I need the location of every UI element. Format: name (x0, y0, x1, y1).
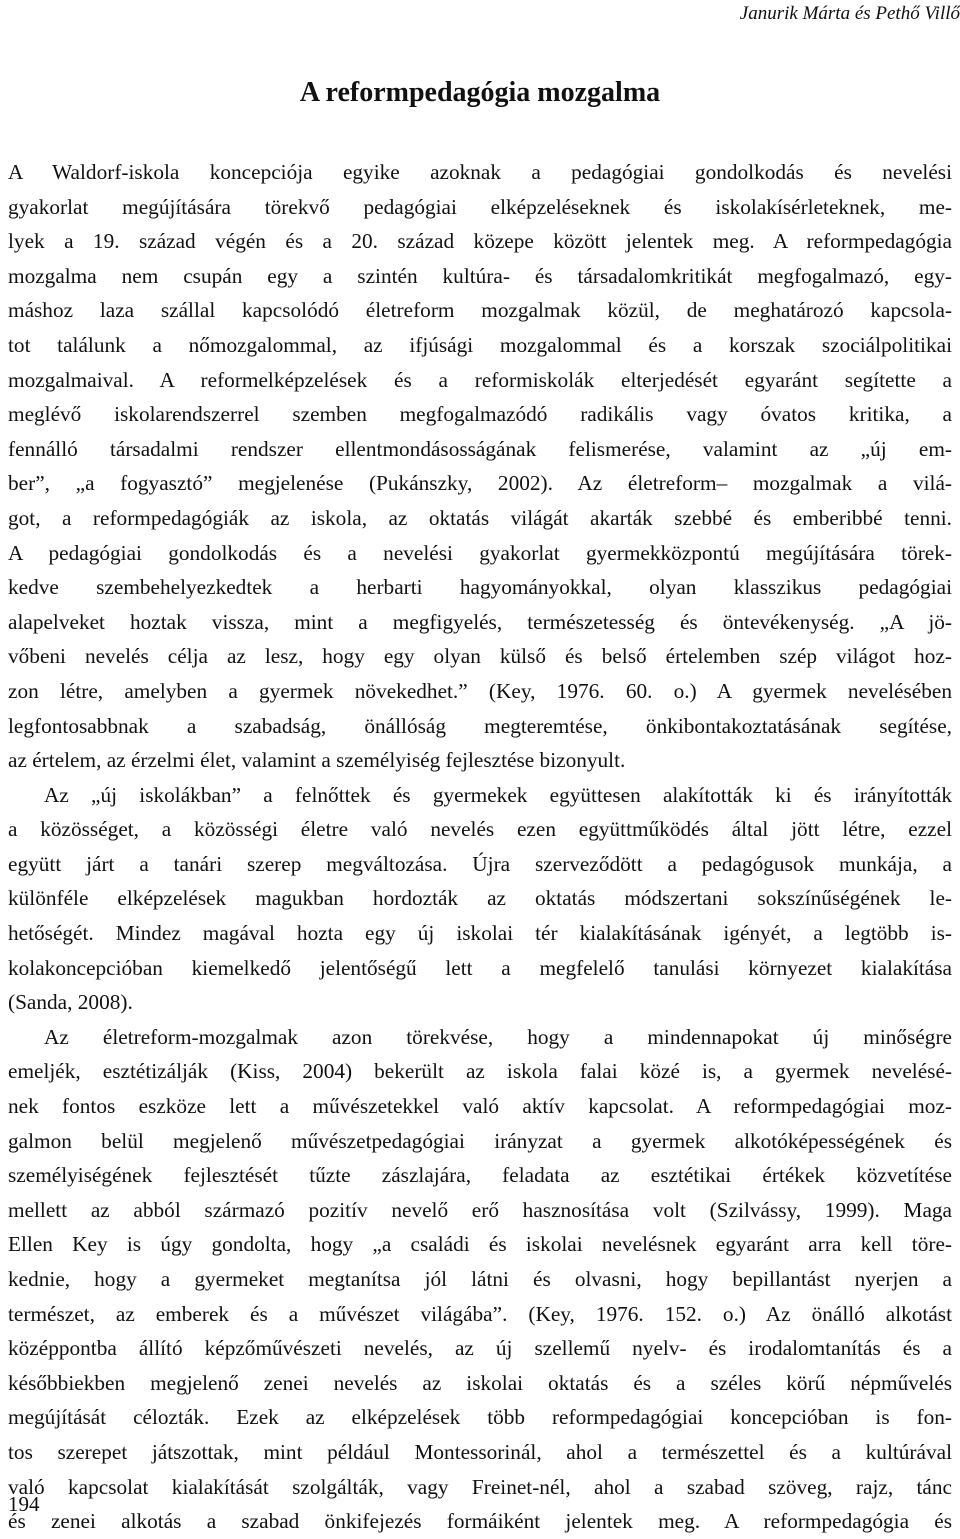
running-head: Janurik Márta és Pethő Villő (739, 3, 960, 24)
text-line: különféle elképzelések magukban hordozták az oktatás módszertani sokszínűségének le- (8, 886, 952, 911)
text-line: máshoz laza szállal kapcsolódó életreform mozgalmak közül, de meghatározó kapcsola- (8, 298, 952, 323)
text-line: got, a reformpedagógiák az iskola, az oktatás világát akarták szebbé és emberibbé tenni. (8, 505, 952, 530)
text-line: Ellen Key is úgy gondolta, hogy „a családi és iskolai nevelésnek egyaránt arra kell töre- (8, 1232, 952, 1257)
text-line: megújítását célozták. Ezek az elképzelések több reformpedagógiai koncepcióban is fon- (8, 1405, 952, 1430)
text-line: természet, az emberek és a művészet világába”. (Key, 1976. 152. o.) Az önálló alkotást (8, 1301, 952, 1326)
text-line: legfontosabbnak a szabadság, önállóság megteremtése, önkibontakoztatásának segítése, (8, 713, 952, 738)
text-line: zon létre, amelyben a gyermek növekedhet.” (Key, 1976. 60. o.) A gyermek nevelésében (8, 678, 952, 703)
text-line: Az életreform-mozgalmak azon törekvése, hogy a mindennapokat új minőségre (44, 1024, 952, 1049)
text-line: való kapcsolat kialakítását szolgálták, vagy Freinet-nél, ahol a szabad szöveg, rajz, tánc (8, 1474, 952, 1499)
text-line: meglévő iskolarendszerrel szemben megfogalmazódó radikális vagy óvatos kritika, a (8, 402, 952, 427)
text-line: gyakorlat megújítására törekvő pedagógiai elképzeléseknek és iskolakísérleteknek, me- (8, 194, 952, 219)
text-line: és zenei alkotás a szabad önkifejezés formáiként jelentek meg. A reformpedagógia és (8, 1509, 952, 1534)
text-line: galmon belül megjelenő művészetpedagógiai irányzat a gyermek alkotóképességének és (8, 1128, 952, 1153)
text-line: középpontba állító képzőművészeti nevelés, az új szellemű nyelv- és irodalomtanítás és a (8, 1336, 952, 1361)
text-line: tos szerepet játszottak, mint például Montessorinál, ahol a természettel és a kultúrával (8, 1439, 952, 1464)
text-line: későbbiekben megjelenő zenei nevelés az iskolai oktatás és a széles körű népművelés (8, 1370, 952, 1395)
text-line: mozgalmaival. A reformelképzelések és a reformiskolák elterjedését egyaránt segítette a (8, 367, 952, 392)
text-line: emeljék, esztétizálják (Kiss, 2004) bekerült az iskola falai közé is, a gyermek nevelésé- (8, 1059, 952, 1084)
text-line: vőbeni nevelés célja az lesz, hogy egy olyan külső és belső értelemben szép világot hoz- (8, 644, 952, 669)
page-number: 194 (8, 1492, 40, 1516)
text-line: Az „új iskolákban” a felnőttek és gyermekek együttesen alakították ki és irányították (44, 782, 952, 807)
body-text (8, 155, 952, 1539)
text-line: mozgalma nem csupán egy a szintén kultúra- és társadalomkritikát megfogalmazó, egy- (8, 263, 952, 288)
text-line: (Sanda, 2008). (8, 990, 133, 1015)
text-line: fennálló társadalmi rendszer ellentmondásosságának felismerése, valamint az „új em- (8, 436, 952, 461)
text-line: kednie, hogy a gyermeket megtanítsa jól látni és olvasni, hogy bepillantást nyerjen a (8, 1267, 952, 1291)
text-line: mellett az abból származó pozitív nevelő erő hasznosítása volt (Szilvássy, 1999). Maga (8, 1197, 952, 1222)
text-line: hetőségét. Mindez magával hozta egy új iskolai tér kialakításának igényét, a legtöbb is- (8, 921, 952, 946)
text-line: lyek a 19. század végén és a 20. század közepe között jelentek meg. A reformpedagógia (8, 229, 952, 254)
page-title: A reformpedagógia mozgalma (299, 77, 661, 108)
text-line: nek fontos eszköze lett a művészetekkel való aktív kapcsolat. A reformpedagógiai moz- (8, 1094, 952, 1119)
text-line: kedve szembehelyezkedtek a herbarti hagyományokkal, olyan klasszikus pedagógiai (8, 575, 952, 600)
text-line: a közösséget, a közösségi életre való nevelés ezen együttműködés által jött létre, ezzel (8, 817, 952, 842)
text-line: tot találunk a nőmozgalommal, az ifjúsági mozgalommal és a korszak szociálpolitikai (8, 332, 952, 357)
text-line: A Waldorf-iskola koncepciója egyike azoknak a pedagógiai gondolkodás és nevelési (8, 160, 952, 184)
text-line: személyiségének fejlesztését tűzte zászlajára, feladata az esztétikai értékek közvetítése (8, 1163, 952, 1188)
text-line: ber”, „a fogyasztó” megjelenése (Pukánszky, 2002). Az életreform– mozgalmak a vilá- (8, 471, 952, 496)
text-line: kolakoncepcióban kiemelkedő jelentőségű lett a megfelelő tanulási környezet kialakítása (8, 955, 952, 980)
text-line: alapelveket hoztak vissza, mint a megfigyelés, természetesség és öntevékenység. „A jö- (8, 609, 952, 634)
text-line: együtt járt a tanári szerep megváltozása. Újra szerveződött a pedagógusok munkája, a (8, 851, 952, 876)
text-line: A pedagógiai gondolkodás és a nevelési gyakorlat gyermekközpontú megújítására törek- (8, 540, 952, 565)
text-line: az értelem, az érzelmi élet, valamint a személyiség fejlesztése bizonyult. (8, 748, 626, 773)
